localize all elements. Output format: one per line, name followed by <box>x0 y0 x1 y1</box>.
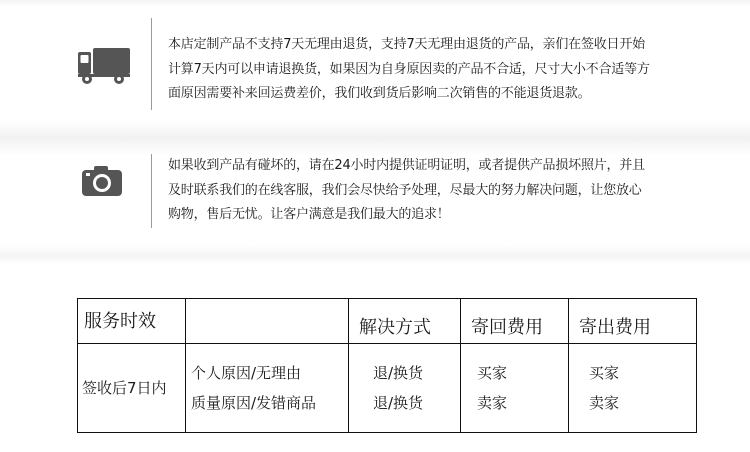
table-row <box>78 344 697 433</box>
ship-fee-line: 卖家 <box>589 394 620 412</box>
damage-policy-notice <box>0 154 750 228</box>
section-shade-lower <box>0 244 750 264</box>
section-shade <box>0 120 750 156</box>
return-policy-notice <box>0 18 750 110</box>
notice-divider <box>151 18 152 110</box>
notice-divider <box>151 154 152 228</box>
cell-ship-fee <box>569 344 697 433</box>
cell-reason <box>186 344 349 433</box>
after-sales-table <box>77 298 697 433</box>
ship-fee-line: 买家 <box>589 364 620 382</box>
notice-line: 购物，售后无忧。让客户满意是我们最大的追求！ <box>168 207 450 222</box>
return-fee-line: 买家 <box>477 364 508 382</box>
reason-line: 质量原因/发错商品 <box>191 394 317 412</box>
notice-line: 及时联系我们的在线客服，我们会尽快给予处理，尽最大的努力解决问题，让您放心 <box>168 182 642 198</box>
header-service-period: 服务时效 <box>78 299 186 344</box>
header-reason <box>186 299 349 344</box>
method-line: 退/换货 <box>373 394 424 412</box>
cell-method <box>349 344 461 433</box>
cell-period: 签收后7日内 <box>78 344 186 433</box>
notice-line: 本店定制产品不支持7天无理由退货，支持7天无理由退货的产品，亲们在签收日开始 <box>168 37 645 52</box>
notice-line: 面原因需要补来回运费差价，我们收到货后影响二次销售的不能退货退款。 <box>168 86 591 101</box>
header-return-fee: 寄回费用 <box>461 299 569 344</box>
truck-icon <box>78 48 130 86</box>
top-shade <box>0 0 750 6</box>
camera-icon <box>82 164 122 198</box>
return-fee-line: 卖家 <box>477 394 508 412</box>
header-solution: 解决方式 <box>349 299 461 344</box>
notice-line: 计算7天内可以申请退换货，如果因为自身原因卖的产品不合适，尺寸大小不合适等方 <box>168 61 650 77</box>
cell-return-fee <box>461 344 569 433</box>
notice-text <box>168 33 698 107</box>
reason-line: 个人原因/无理由 <box>191 364 302 382</box>
header-ship-fee: 寄出费用 <box>569 299 697 344</box>
method-line: 退/换货 <box>373 364 424 382</box>
notice-text <box>168 154 698 228</box>
table-header-row <box>78 299 697 344</box>
notice-line: 如果收到产品有碰坏的，请在24小时内提供证明证明，或者提供产品损坏照片，并且 <box>168 158 645 173</box>
